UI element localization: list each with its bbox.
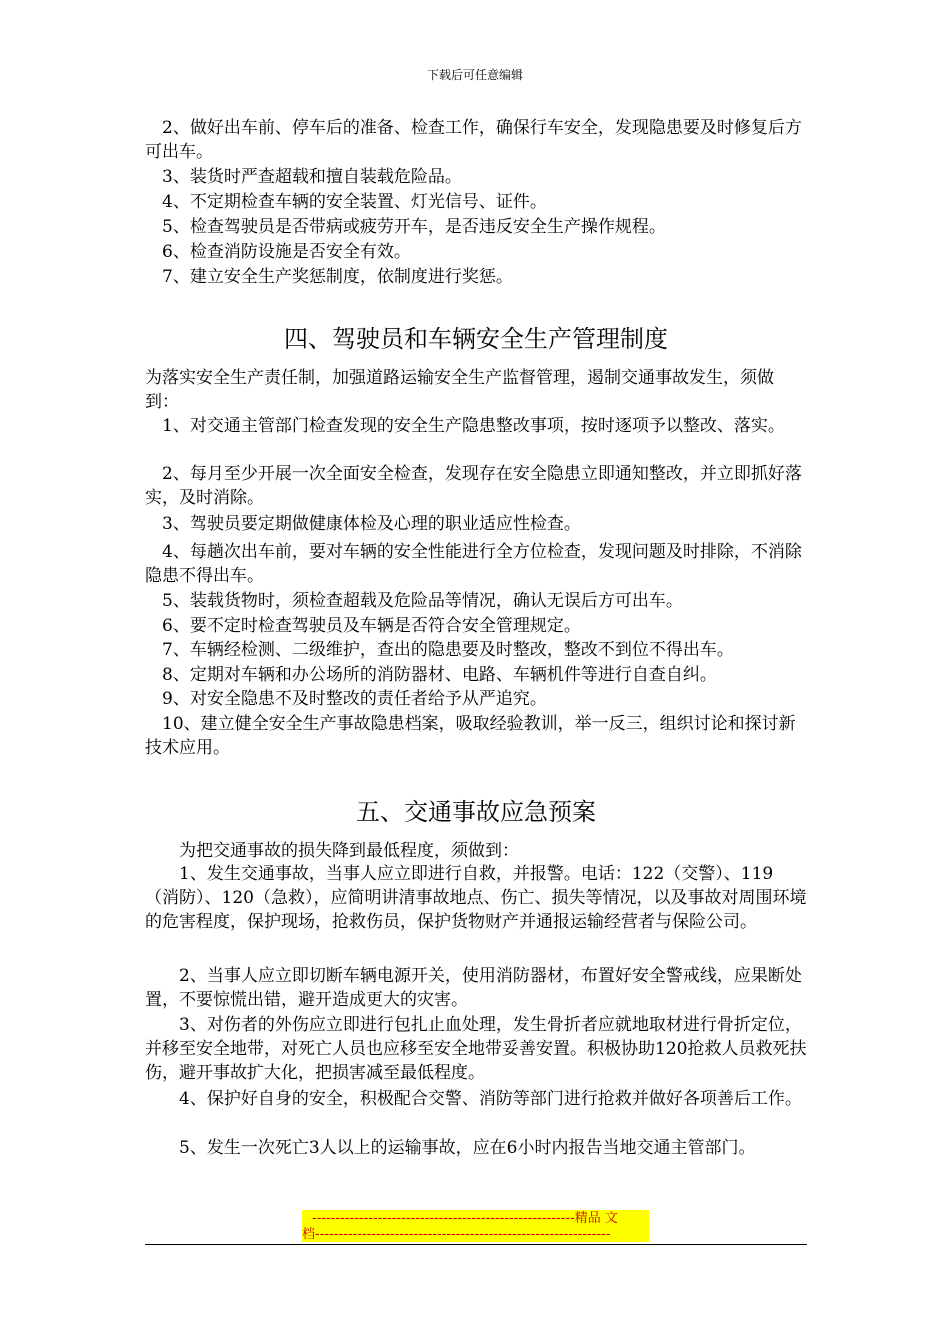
section3-item-3: 3、装货时严查超载和擅自装载危险品。	[145, 167, 462, 187]
section5-item-2: 2、当事人应立即切断车辆电源开关，使用消防器材，布置好安全警戒线，应果断处置，不要惊慌出错，避开造成更大的灾害。	[145, 966, 802, 1010]
section5-item-3: 3、对伤者的外伤应立即进行包扎止血处理，发生骨折者应就地取材进行骨折定位，并移至安全地带，对死亡人员也应移至安全地带妥善安置。积极协助120抢救人员救死扶伤，避开事故扩大化，把损害减至最低程度。	[145, 1015, 807, 1083]
section5-item-1: 1、发生交通事故，当事人应立即进行自救，并报警。电话：122（交警）、119（消防）、120（急救），应简明讲清事故地点、伤亡、损失等情况，以及事故对周围环境的危害程度，保护现场，抢救伤员，保护货物财产并通报运输经营者与保险公司。	[145, 864, 807, 932]
section3-item-7: 7、建立安全生产奖惩制度，依制度进行奖惩。	[145, 267, 513, 287]
section4-item-8: 8、定期对车辆和办公场所的消防器材、电路、车辆机件等进行自查自纠。	[145, 665, 717, 685]
section4-item-7: 7、车辆经检测、二级维护，查出的隐患要及时整改，整改不到位不得出车。	[145, 640, 734, 660]
section3-item-2: 2、做好出车前、停车后的准备、检查工作，确保行车安全，发现隐患要及时修复后方可出车。	[145, 118, 802, 162]
section3-item-5: 5、检查驾驶员是否带病或疲劳开车，是否违反安全生产操作规程。	[145, 217, 666, 237]
section3-item-4: 4、不定期检查车辆的安全装置、灯光信号、证件。	[145, 192, 547, 212]
section5-item-5: 5、发生一次死亡3人以上的运输事故，应在6小时内报告当地交通主管部门。	[145, 1138, 756, 1158]
footer-line-1: --------------------------------------------------------精品 文	[312, 1211, 618, 1226]
section5-title: 五、交通事故应急预案	[356, 798, 596, 826]
section3-item-6: 6、检查消防设施是否安全有效。	[145, 242, 411, 262]
section4-item-1: 1、对交通主管部门检查发现的安全生产隐患整改事项，按时逐项予以整改、落实。	[145, 416, 785, 436]
section4-item-6: 6、要不定时检查驾驶员及车辆是否符合安全管理规定。	[145, 616, 581, 636]
section4-item-5: 5、装载货物时，须检查超载及危险品等情况，确认无误后方可出车。	[145, 591, 683, 611]
footer-divider	[145, 1244, 807, 1245]
footer-line-2: 档---------------------------------------------------------------	[302, 1227, 611, 1242]
section4-item-3: 3、驾驶员要定期做健康体检及心理的职业适应性检查。	[145, 514, 581, 534]
page-header: 下载后可任意编辑	[426, 68, 523, 82]
section4-intro: 为落实安全生产责任制，加强道路运输安全生产监督管理，遏制交通事故发生，须做到：	[145, 368, 774, 412]
section4-item-4: 4、每趟次出车前，要对车辆的安全性能进行全方位检查，发现问题及时排除，不消除隐患不得出车。	[145, 542, 802, 586]
section4-item-2: 2、每月至少开展一次全面安全检查，发现存在安全隐患立即通知整改，并立即抓好落实，及时消除。	[145, 464, 802, 508]
section4-item-10: 10、建立健全安全生产事故隐患档案，吸取经验教训，举一反三，组织讨论和探讨新技术应用。	[145, 714, 796, 758]
section4-title: 四、驾驶员和车辆安全生产管理制度	[284, 325, 668, 353]
section5-item-4: 4、保护好自身的安全，积极配合交警、消防等部门进行抢救并做好各项善后工作。	[145, 1089, 802, 1109]
section5-intro: 为把交通事故的损失降到最低程度，须做到：	[145, 841, 519, 861]
section4-item-9: 9、对安全隐患不及时整改的责任者给予从严追究。	[145, 689, 547, 709]
